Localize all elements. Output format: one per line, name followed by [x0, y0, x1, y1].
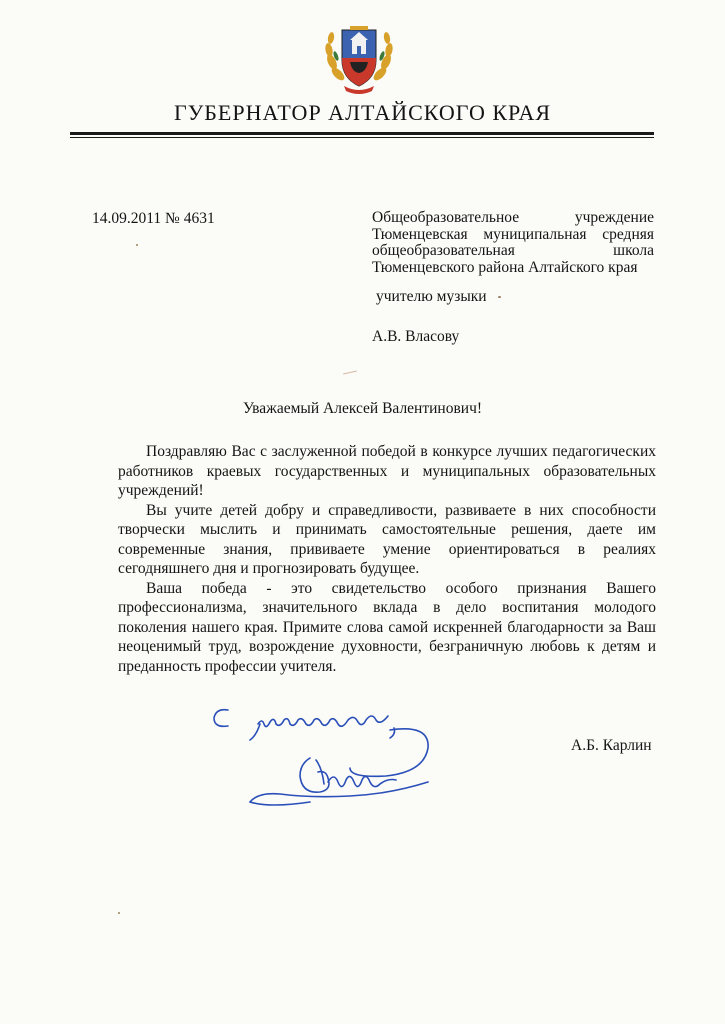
paper-speck	[498, 296, 501, 298]
addressee-name: А.В. Власову	[372, 328, 460, 345]
letter-date-number: 14.09.2011 № 4631	[92, 210, 215, 227]
body-paragraph: Вы учите детей добру и справедливости, развиваете в них способности творчески мыслить и принимать самостоятельные решения, даете им современные знания, прививаете умение ориентироваться в реалиях сегодняшнего дня и прогнозировать будущее.	[118, 501, 656, 577]
paper-speck	[136, 244, 138, 246]
letter-body	[118, 442, 656, 676]
handwritten-signature	[200, 698, 430, 818]
greeting: Уважаемый Алексей Валентинович!	[242, 400, 483, 417]
body-paragraph: Ваша победа - это свидетельство особого признания Вашего профессионализма, значительного вклада в дело воспитания молодого поколения нашего края. Примите слова самой искренней благодарности за Ваш неоценимый труд, возрождение духовности, безграничную любовь к детям и преданность профессии учителя.	[118, 579, 656, 675]
addressee-organization: Общеобразовательное учреждение Тюменцевская муниципальная средняя общеобразовательная школа Тюменцевского района Алтайского края	[372, 209, 654, 276]
addressee-position: учителю музыки	[376, 288, 487, 305]
letterhead-rule	[70, 132, 654, 135]
coat-of-arms-icon	[320, 18, 398, 96]
body-paragraph: Поздравляю Вас с заслуженной победой в конкурсе лучших педагогических работников краевых государственных и муниципальных образовательных учреждений!	[118, 443, 656, 499]
letterhead-rule-thin	[70, 137, 654, 138]
letterhead-title: ГУБЕРНАТОР АЛТАЙСКОГО КРАЯ	[173, 100, 552, 125]
paper-speck	[343, 371, 357, 375]
signer-name: А.Б. Карлин	[571, 737, 652, 754]
paper-speck	[118, 912, 120, 914]
